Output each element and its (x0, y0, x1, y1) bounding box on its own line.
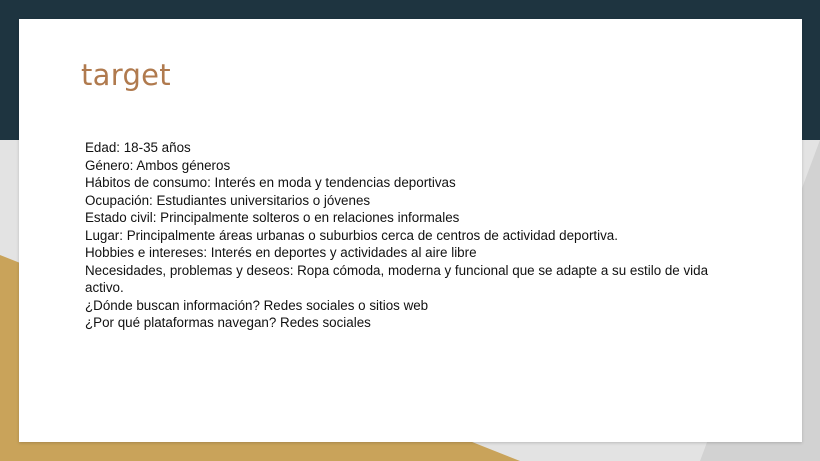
line-consumption-habits: Hábitos de consumo: Interés en moda y tendencias deportivas (85, 175, 456, 190)
line-info-sources: ¿Dónde buscan información? Redes sociales o sitios web (85, 297, 429, 313)
slide-body (85, 139, 745, 332)
line-location: Lugar: Principalmente áreas urbanas o suburbios cerca de centros de actividad deportiva. (85, 227, 618, 243)
line-marital-status: Estado civil: Principalmente solteros o en relaciones informales (85, 210, 460, 225)
line-platforms: ¿Por qué plataformas navegan? Redes sociales (85, 315, 371, 330)
line-age: Edad: 18-35 años (85, 140, 191, 155)
line-hobbies: Hobbies e intereses: Interés en deportes y actividades al aire libre (85, 245, 477, 260)
slide-title: target (81, 58, 171, 92)
line-occupation: Ocupación: Estudiantes universitarios o jóvenes (85, 192, 371, 208)
line-needs: Necesidades, problemas y deseos: Ropa cómoda, moderna y funcional que se adapte a su estilo de vida activo. (85, 262, 709, 295)
slide-card (19, 19, 802, 442)
line-gender: Género: Ambos géneros (85, 157, 231, 173)
